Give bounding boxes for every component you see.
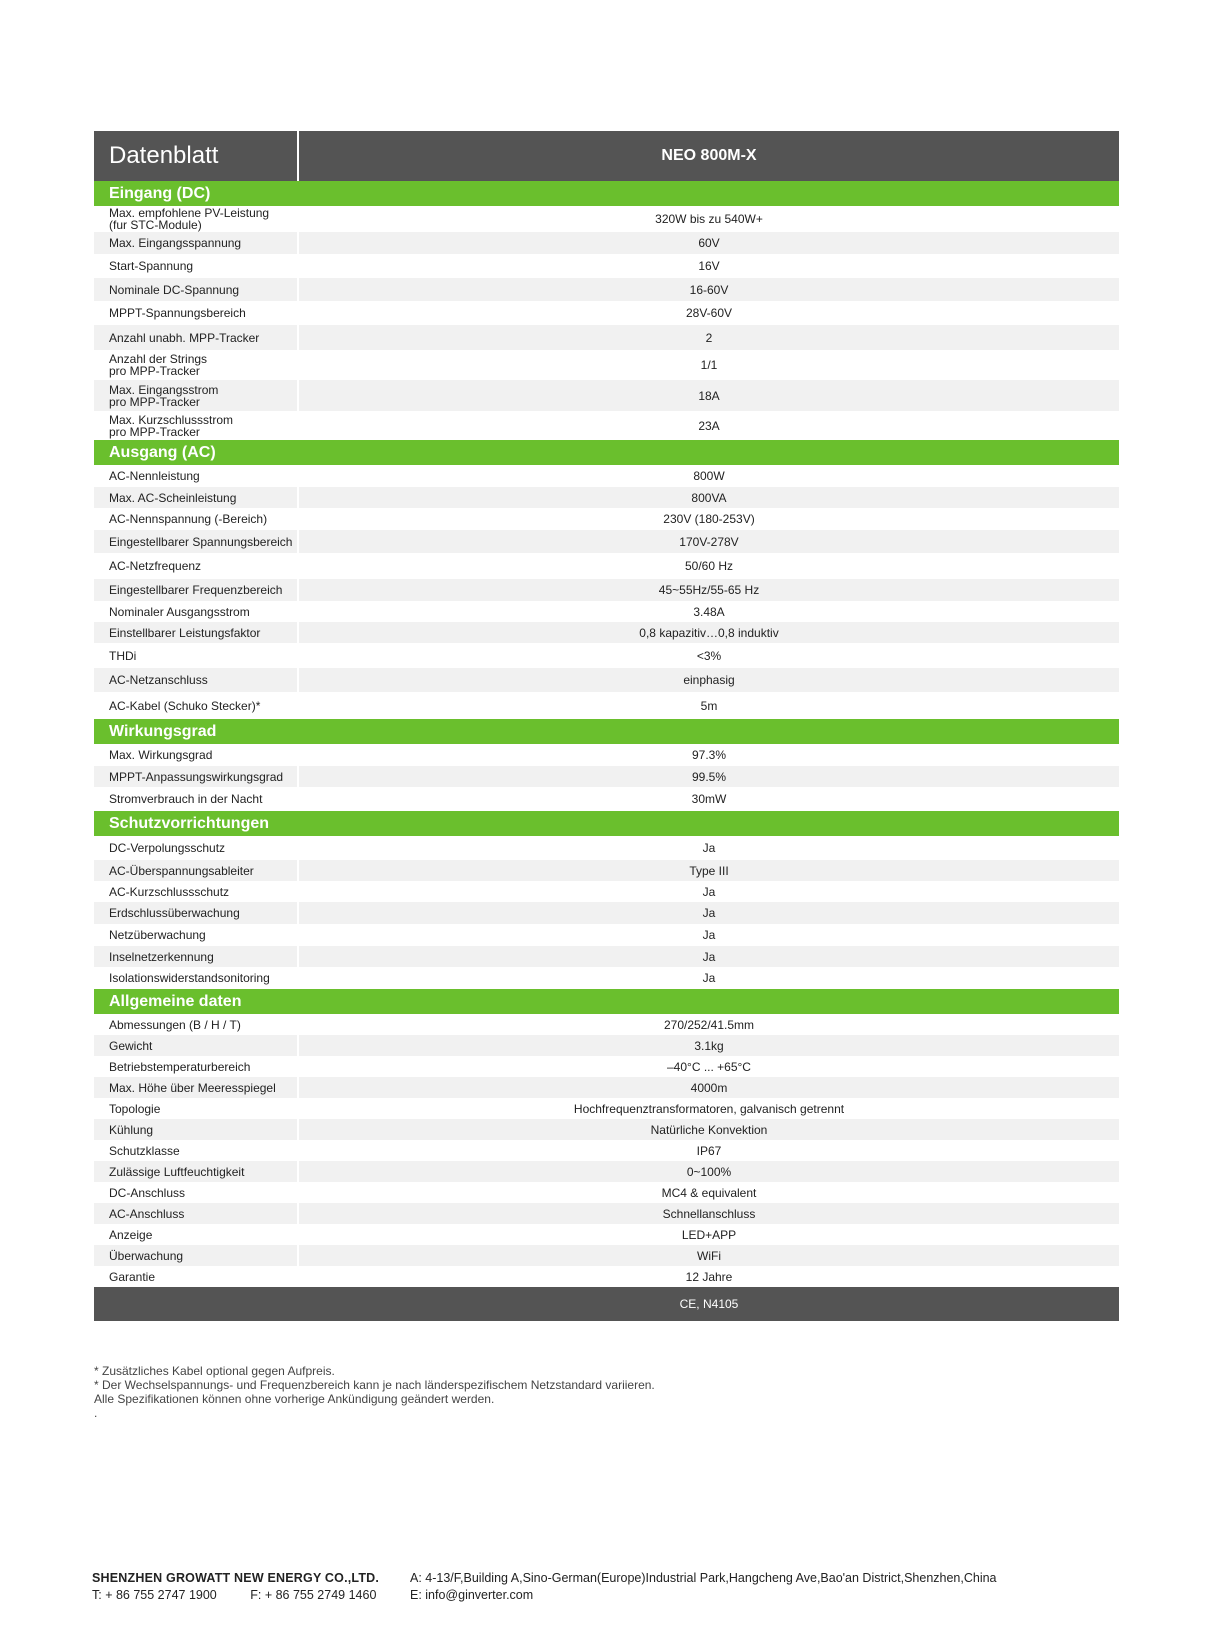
header-title: Datenblatt — [94, 131, 299, 181]
spec-label: Abmessungen (B / H / T) — [94, 1014, 299, 1035]
company-tel: T: + 86 755 2747 1900 — [92, 1588, 217, 1602]
spec-value: –40°C ... +65°C — [667, 1059, 751, 1074]
spec-value: 12 Jahre — [685, 1269, 733, 1284]
spec-value: 28V-60V — [685, 306, 733, 320]
spec-value: 3.48A — [693, 604, 725, 619]
spec-label: Topologie — [94, 1098, 299, 1119]
spec-label: Zulässige Luftfeuchtigkeit — [94, 1161, 299, 1182]
section-title: Schutzvorrichtungen — [94, 811, 1119, 836]
spec-label: THDi — [94, 643, 299, 668]
spec-value: 23A — [698, 418, 720, 433]
footnote: * Der Wechselspannungs- und Frequenzbereich kann je nach länderspezifischem Netzstandard variieren. Alle Spezifikationen können ohne vorherige Ankündigung geändert werden. — [94, 1378, 655, 1406]
table-row — [94, 1161, 1119, 1182]
spec-value: 0~100% — [686, 1164, 732, 1179]
spec-label: Max. Eingangsstrom pro MPP-Tracker — [94, 380, 299, 411]
table-row — [94, 1014, 1119, 1035]
table-row — [94, 1266, 1119, 1287]
table-row — [94, 643, 1119, 668]
spec-label: Isolationswiderstandsonitoring — [94, 967, 299, 989]
spec-value: IP67 — [696, 1143, 722, 1158]
certification-value: CE, N4105 — [679, 1297, 739, 1311]
header-model: NEO 800M-X — [661, 147, 757, 164]
table-row — [94, 278, 1119, 301]
spec-label: Einstellbarer Leistungsfaktor — [94, 622, 299, 643]
table-row — [94, 350, 1119, 380]
table-row — [94, 508, 1119, 530]
table-row — [94, 411, 1119, 440]
table-row — [94, 1224, 1119, 1245]
table-row — [94, 1098, 1119, 1119]
spec-value: 0,8 kapazitiv…0,8 induktiv — [639, 625, 779, 640]
spec-label: DC-Anschluss — [94, 1182, 299, 1203]
table-row — [94, 530, 1119, 553]
table-row — [94, 692, 1119, 719]
spec-label: AC-Anschluss — [94, 1203, 299, 1224]
spec-value: 60V — [698, 236, 720, 250]
table-row — [94, 1245, 1119, 1266]
table-row — [94, 301, 1119, 325]
spec-label: Inselnetzerkennung — [94, 946, 299, 967]
spec-label: AC-Netzfrequenz — [94, 553, 299, 579]
table-body — [94, 181, 1119, 1287]
table-row — [94, 1119, 1119, 1140]
spec-value: 320W bis zu 540W+ — [655, 212, 763, 226]
company-fax: F: + 86 755 2749 1460 — [250, 1588, 377, 1602]
footnotes — [94, 1364, 1119, 1420]
spec-value: 45~55Hz/55-65 Hz — [658, 583, 760, 597]
spec-label: DC-Verpolungsschutz — [94, 836, 299, 860]
table-row — [94, 487, 1119, 508]
table-row — [94, 1140, 1119, 1161]
section-title: Wirkungsgrad — [94, 719, 1119, 744]
table-row — [94, 924, 1119, 946]
spec-label: Max. empfohlene PV-Leistung (fur STC-Module) — [94, 206, 299, 232]
spec-label: Max. Wirkungsgrad — [94, 744, 299, 766]
spec-label: AC-Nennleistung — [94, 465, 299, 487]
spec-label: Eingestellbarer Spannungsbereich — [94, 530, 299, 553]
section-title: Ausgang (AC) — [94, 440, 1119, 465]
spec-value: 16V — [698, 259, 720, 273]
table-row — [94, 836, 1119, 860]
spec-label: Eingestellbarer Frequenzbereich — [94, 579, 299, 601]
spec-value: MC4 & equivalent — [661, 1185, 757, 1200]
table-row — [94, 1035, 1119, 1056]
table-row — [94, 206, 1119, 232]
spec-label: Max. Kurzschlussstrom pro MPP-Tracker — [94, 411, 299, 440]
spec-value: 800W — [693, 469, 725, 483]
spec-label: Stromverbrauch in der Nacht — [94, 787, 299, 811]
spec-label: Kühlung — [94, 1119, 299, 1140]
table-row — [94, 601, 1119, 622]
table-row — [94, 553, 1119, 579]
table-row — [94, 766, 1119, 787]
spec-label: AC-Netzanschluss — [94, 668, 299, 692]
table-row — [94, 946, 1119, 967]
spec-value: Ja — [702, 928, 716, 942]
spec-value: LED+APP — [681, 1227, 737, 1242]
table-row — [94, 744, 1119, 766]
table-row — [94, 1077, 1119, 1098]
spec-label: Anzahl der Strings pro MPP-Tracker — [94, 350, 299, 380]
table-row — [94, 860, 1119, 881]
table-row — [94, 1203, 1119, 1224]
table-row — [94, 787, 1119, 811]
spec-label: Betriebstemperaturbereich — [94, 1056, 299, 1077]
spec-value: einphasig — [683, 673, 735, 687]
company-address: A: 4-13/F,Building A,Sino-German(Europe)Industrial Park,Hangcheng Ave,Bao'an District,Shenzhen,China — [410, 1571, 997, 1585]
spec-label: MPPT-Spannungsbereich — [94, 301, 299, 325]
spec-value: Schnellanschluss — [662, 1206, 756, 1221]
spec-label: Anzahl unabh. MPP-Tracker — [94, 325, 299, 350]
spec-value: 16-60V — [689, 282, 729, 297]
table-header — [94, 131, 1119, 181]
table-row — [94, 232, 1119, 254]
company-email: E: info@ginverter.com — [410, 1588, 534, 1602]
table-row — [94, 1056, 1119, 1077]
spec-value: Ja — [702, 884, 716, 899]
spec-value: <3% — [696, 648, 722, 663]
spec-value: Natürliche Konvektion — [650, 1122, 768, 1137]
spec-label: Start-Spannung — [94, 254, 299, 278]
spec-label: Max. Eingangsspannung — [94, 232, 299, 254]
spec-value: 1/1 — [700, 358, 718, 372]
spec-label: AC-Kabel (Schuko Stecker)* — [94, 692, 299, 719]
table-row — [94, 465, 1119, 487]
spec-label: Überwachung — [94, 1245, 299, 1266]
spec-label: Anzeige — [94, 1224, 299, 1245]
footnote: * Zusätzliches Kabel optional gegen Aufpreis. — [94, 1364, 335, 1378]
table-row — [94, 1182, 1119, 1203]
table-row — [94, 325, 1119, 350]
spec-label: Max. Höhe über Meeresspiegel — [94, 1077, 299, 1098]
footnote: . — [94, 1406, 98, 1420]
company-contact — [410, 1571, 997, 1602]
spec-value: 5m — [700, 698, 718, 713]
spec-value: WiFi — [697, 1248, 721, 1263]
spec-value: Ja — [702, 971, 716, 985]
spec-label: Schutzklasse — [94, 1140, 299, 1161]
spec-label: Gewicht — [94, 1035, 299, 1056]
spec-label: Nominaler Ausgangsstrom — [94, 601, 299, 622]
table-row — [94, 967, 1119, 989]
spec-label: AC-Überspannungsableiter — [94, 860, 299, 881]
company-name: SHENZHEN GROWATT NEW ENERGY CO.,LTD. — [92, 1571, 380, 1585]
spec-label: AC-Kurzschlussschutz — [94, 881, 299, 902]
spec-value: 270/252/41.5mm — [663, 1017, 755, 1032]
spec-value: 230V (180-253V) — [663, 512, 755, 526]
spec-value: Type III — [689, 863, 729, 878]
table-row — [94, 668, 1119, 692]
spec-label: Max. AC-Scheinleistung — [94, 487, 299, 508]
spec-value: 3.1kg — [694, 1038, 724, 1053]
spec-label: Erdschlussüberwachung — [94, 902, 299, 924]
spec-value: 18A — [698, 388, 720, 403]
spec-value: Ja — [702, 906, 716, 920]
spec-value: 50/60 Hz — [684, 559, 734, 573]
table-row — [94, 380, 1119, 411]
spec-label: Nominale DC-Spannung — [94, 278, 299, 301]
spec-label: AC-Nennspannung (-Bereich) — [94, 508, 299, 530]
table-row — [94, 902, 1119, 924]
spec-value: Ja — [702, 949, 716, 964]
spec-value: 2 — [705, 330, 713, 345]
section-title: Eingang (DC) — [94, 181, 1119, 206]
datasheet-table — [94, 131, 1119, 1321]
spec-value: Hochfrequenztransformatoren, galvanisch getrennt — [573, 1101, 845, 1116]
certification-row — [94, 1287, 1119, 1321]
table-row — [94, 881, 1119, 902]
section-title: Allgemeine daten — [94, 989, 1119, 1014]
spec-value: 800VA — [691, 490, 727, 505]
spec-label: Garantie — [94, 1266, 299, 1287]
table-row — [94, 622, 1119, 643]
spec-value: 99.5% — [691, 769, 727, 784]
spec-value: Ja — [702, 841, 716, 855]
spec-value: 30mW — [691, 792, 727, 806]
spec-label: Netzüberwachung — [94, 924, 299, 946]
company-info — [92, 1571, 406, 1602]
table-row — [94, 579, 1119, 601]
spec-label: MPPT-Anpassungswirkungsgrad — [94, 766, 299, 787]
spec-value: 170V-278V — [679, 534, 739, 549]
spec-value: 97.3% — [691, 748, 727, 762]
spec-value: 4000m — [690, 1080, 728, 1095]
table-row — [94, 254, 1119, 278]
